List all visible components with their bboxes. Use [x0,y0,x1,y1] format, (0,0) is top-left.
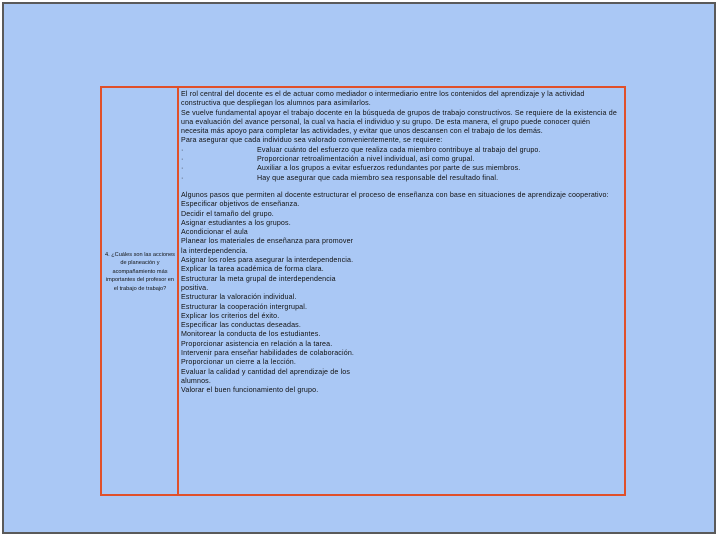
step-line: Asignar estudiantes a los grupos. [181,218,291,227]
step-line: Proporcionar un cierre a la lección. [181,358,297,367]
step-line: positiva. [181,283,209,292]
bullet-text: Auxiliar a los grupos a evitar esfuerzos redundantes por parte de sus miembros. [257,164,521,173]
step-line: Decidir el tamaño del grupo. [181,209,274,218]
bullet-text: Proporcionar retroalimentación a nivel individual, así como grupal. [257,155,475,164]
bullet-marker: · [181,145,184,154]
bullet-text: Evaluar cuánto del esfuerzo que realiza cada miembro contribuye al trabajo del grupo. [257,145,541,154]
bullet-item [181,164,617,173]
step-line: Explicar los criterios del éxito. [181,311,280,320]
step-line: Estructurar la valoración individual. [181,293,297,302]
step-line: Monitorear la conducta de los estudiantes. [181,330,321,339]
step-line: Especificar objetivos de enseñanza. [181,200,300,209]
bullet-item [181,155,617,164]
question-cell: 4. ¿Cuáles son las acciones de planeación y acompañamiento más importantes del profesor en el trabajo de trabajo? [105,252,175,292]
paragraph: El rol central del docente es el de actuar como mediador o intermediario entre los contenidos del aprendizaje y la actividad constructiva que despliegan los alumnos para asimilarlos. [181,90,585,108]
paragraph: Para asegurar que cada individuo sea valorado convenientemente, se requiere: [181,136,443,145]
step-line: Estructurar la cooperación intergrupal. [181,302,308,311]
bullet-marker: · [181,164,184,173]
paragraph: Se vuelve fundamental apoyar el trabajo docente en la búsqueda de grupos de trabajo constructivos. Se requiere de la existencia de una evaluación del avance personal, la cual va hacia el individuo y su grupo. De esta manera, el grupo puede conocer quién necesita más apoyo para completar las actividades, y evitar que unos descansen con el trabajo de los demás. [181,108,617,136]
step-line: Algunos pasos que permiten al docente estructurar el proceso de enseñanza con base en situaciones de aprendizaje cooperativo: [181,190,609,199]
step-line: Proporcionar asistencia en relación a la tarea. [181,339,333,348]
bullet-item [181,174,617,183]
bullet-marker: · [181,173,184,182]
step-line: Acondicionar el aula [181,228,248,237]
column-divider [177,88,179,494]
answer-cell [181,90,617,396]
slide-background [2,2,716,534]
step-line: Evaluar la calidad y cantidad del aprendizaje de los [181,367,351,376]
spacer [181,183,617,191]
bullet-item [181,146,617,155]
step-line: Intervenir para enseñar habilidades de colaboración. [181,349,355,358]
content-table [100,86,626,496]
step-line: alumnos. [181,376,211,385]
step-line: Valorar el buen funcionamiento del grupo. [181,386,319,395]
bullet-marker: · [181,155,184,164]
step-line: Estructurar la meta grupal de interdependencia [181,274,336,283]
step-line: la interdependencia. [181,246,248,255]
step-line: Asignar los roles para asegurar la interdependencia. [181,256,354,265]
bullet-text: Hay que asegurar que cada miembro sea responsable del resultado final. [257,173,499,182]
step-line: Explicar la tarea académica de forma clara. [181,265,324,274]
step-line: Planear los materiales de enseñanza para promover [181,237,354,246]
step-line: Especificar las conductas deseadas. [181,321,301,330]
